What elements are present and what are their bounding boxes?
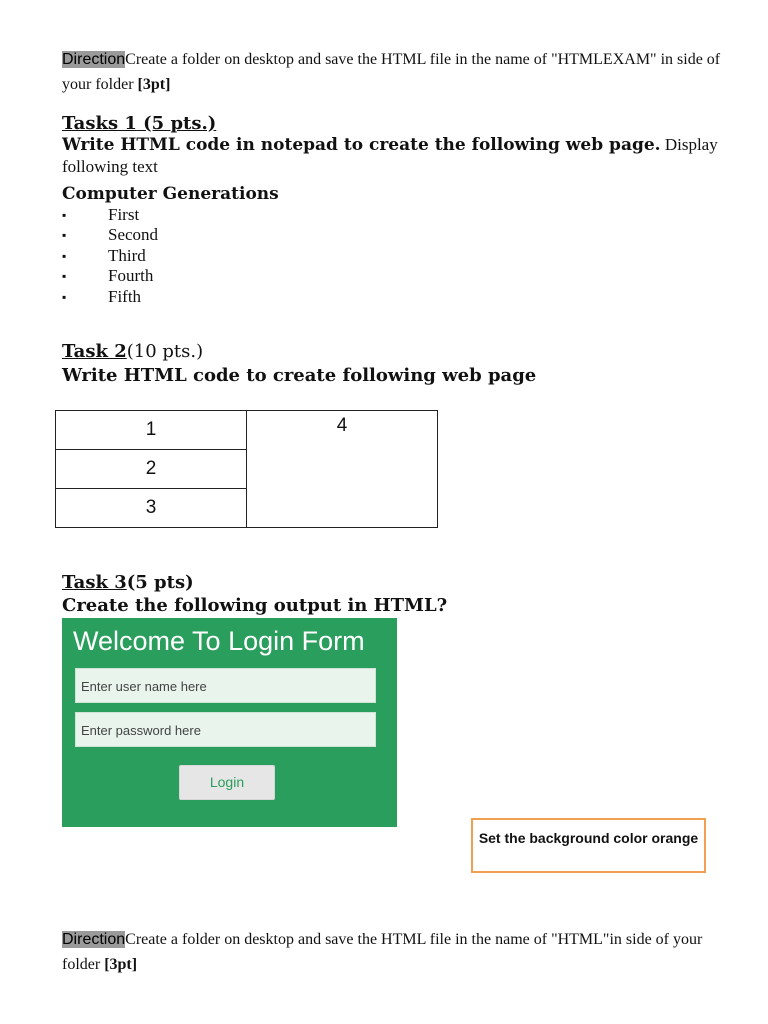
direction-label: Direction (62, 931, 126, 948)
task2-points: (10 pts.) (126, 341, 204, 362)
table-cell: 3 (56, 489, 247, 528)
table-cell: 2 (56, 450, 247, 489)
table-cell-rowspan: 4 (247, 411, 438, 528)
direction-paragraph-bottom (62, 927, 722, 977)
bullet-icon: ▪ (62, 289, 67, 304)
login-form-image (62, 618, 397, 827)
table-cell: 1 (56, 411, 247, 450)
list-title: Computer Generations (62, 184, 279, 204)
task3-points: (5 pts) (126, 572, 194, 593)
direction-points: [3pt] (104, 956, 138, 973)
task2-instruction: Write HTML code to create following web page (62, 365, 537, 386)
bullet-icon: ▪ (62, 269, 67, 284)
direction-text: Create a folder on desktop and save the HTML file in the name of "HTML"in side of your folder (62, 931, 703, 973)
password-field: Enter password here (75, 712, 376, 747)
direction-text: Create a folder on desktop and save the HTML file in the name of "HTMLEXAM" in side of your folder (62, 51, 721, 93)
username-field: Enter user name here (75, 668, 376, 703)
task2-heading (62, 341, 203, 363)
sample-table (55, 410, 438, 528)
bullet-icon: ▪ (62, 208, 67, 222)
task1-title: Tasks 1 (62, 113, 137, 134)
list-item: ▪ Fifth (62, 286, 142, 306)
orange-note-box: Set the background color orange (471, 818, 706, 873)
bullet-icon: ▪ (62, 248, 67, 263)
list-item: ▪ Third (62, 245, 146, 265)
generations-list (62, 205, 362, 307)
login-button: Login (179, 765, 275, 800)
bullet-icon: ▪ (62, 228, 67, 243)
list-item: ▪ Fourth (62, 266, 154, 286)
list-item: ▪ First (62, 205, 140, 224)
list-item: ▪ Second (62, 225, 159, 245)
task3-title: Task 3 (62, 572, 127, 593)
login-form-title: Welcome To Login Form (73, 626, 365, 656)
direction-paragraph-top (62, 47, 722, 97)
task1-instruction (62, 134, 722, 177)
direction-points: [3pt] (137, 76, 171, 93)
task1-instruction-plain: Display following text (62, 135, 718, 176)
direction-label: Direction (62, 51, 126, 68)
task1-heading (62, 113, 216, 135)
task1-instruction-bold: Write HTML code in notepad to create the following web page. (62, 135, 661, 155)
task2-title: Task 2 (62, 341, 127, 362)
task1-points: (5 pts.) (136, 113, 217, 134)
task3-instruction: Create the following output in HTML? (62, 595, 448, 616)
task3-heading (62, 572, 194, 594)
